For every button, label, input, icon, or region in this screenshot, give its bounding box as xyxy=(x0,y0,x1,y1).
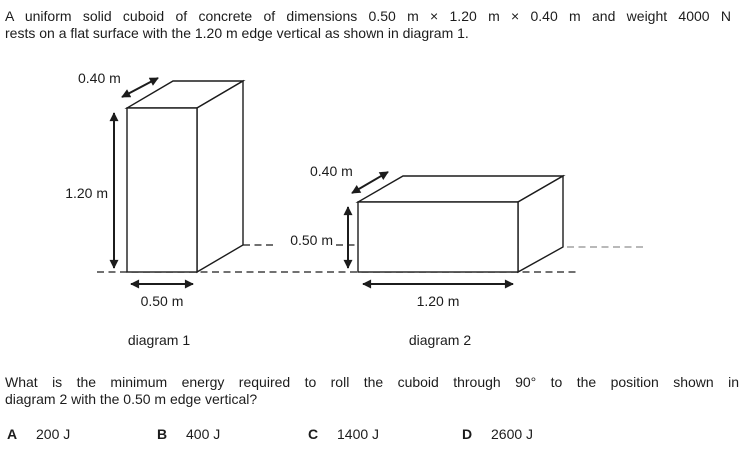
diagram2-front-face xyxy=(358,202,518,272)
option-a-value: 200 J xyxy=(36,426,71,442)
option-b-value: 400 J xyxy=(186,426,221,442)
diagram1-height-label: 1.20 m xyxy=(65,185,108,201)
diagram1-cuboid xyxy=(127,81,243,272)
option-d-value: 2600 J xyxy=(491,426,534,442)
diagram1-width-label: 0.50 m xyxy=(140,293,184,309)
option-c-value: 1400 J xyxy=(337,426,380,442)
intro-line-2: rests on a flat surface with the 1.20 m edge vertical as shown in diagram 1. xyxy=(5,25,469,42)
diagram2-depth-label: 0.40 m xyxy=(310,163,353,179)
answer-options-row xyxy=(0,426,746,444)
diagram1-depth-label: 0.40 m xyxy=(78,70,121,86)
diagram2-cuboid xyxy=(358,176,563,272)
cuboid-diagrams-svg xyxy=(0,55,746,365)
option-a-letter: A xyxy=(7,426,18,442)
option-d-letter: D xyxy=(462,426,473,442)
diagram1-caption: diagram 1 xyxy=(127,332,191,348)
option-c-letter: C xyxy=(308,426,319,442)
diagram2-height-label: 0.50 m xyxy=(290,232,333,248)
diagram1-right-face xyxy=(197,81,243,272)
option-c xyxy=(308,426,379,442)
question-paragraph xyxy=(5,374,739,409)
option-a xyxy=(7,426,70,442)
diagram2-caption: diagram 2 xyxy=(408,332,472,348)
diagram-area xyxy=(0,55,746,365)
option-b xyxy=(157,426,220,442)
question-line-2: diagram 2 with the 0.50 m edge vertical? xyxy=(5,391,258,408)
diagram2-width-label: 1.20 m xyxy=(416,293,460,309)
diagram1-front-face xyxy=(127,108,197,272)
option-d xyxy=(462,426,533,442)
option-b-letter: B xyxy=(157,426,168,442)
intro-line-1: A uniform solid cuboid of concrete of dimensions 0.50 m × 1.20 m × 0.40 m and weight 4000 N xyxy=(5,8,731,24)
intro-paragraph xyxy=(5,8,731,43)
question-line-1: What is the minimum energy required to roll the cuboid through 90° to the position shown in xyxy=(5,374,739,390)
